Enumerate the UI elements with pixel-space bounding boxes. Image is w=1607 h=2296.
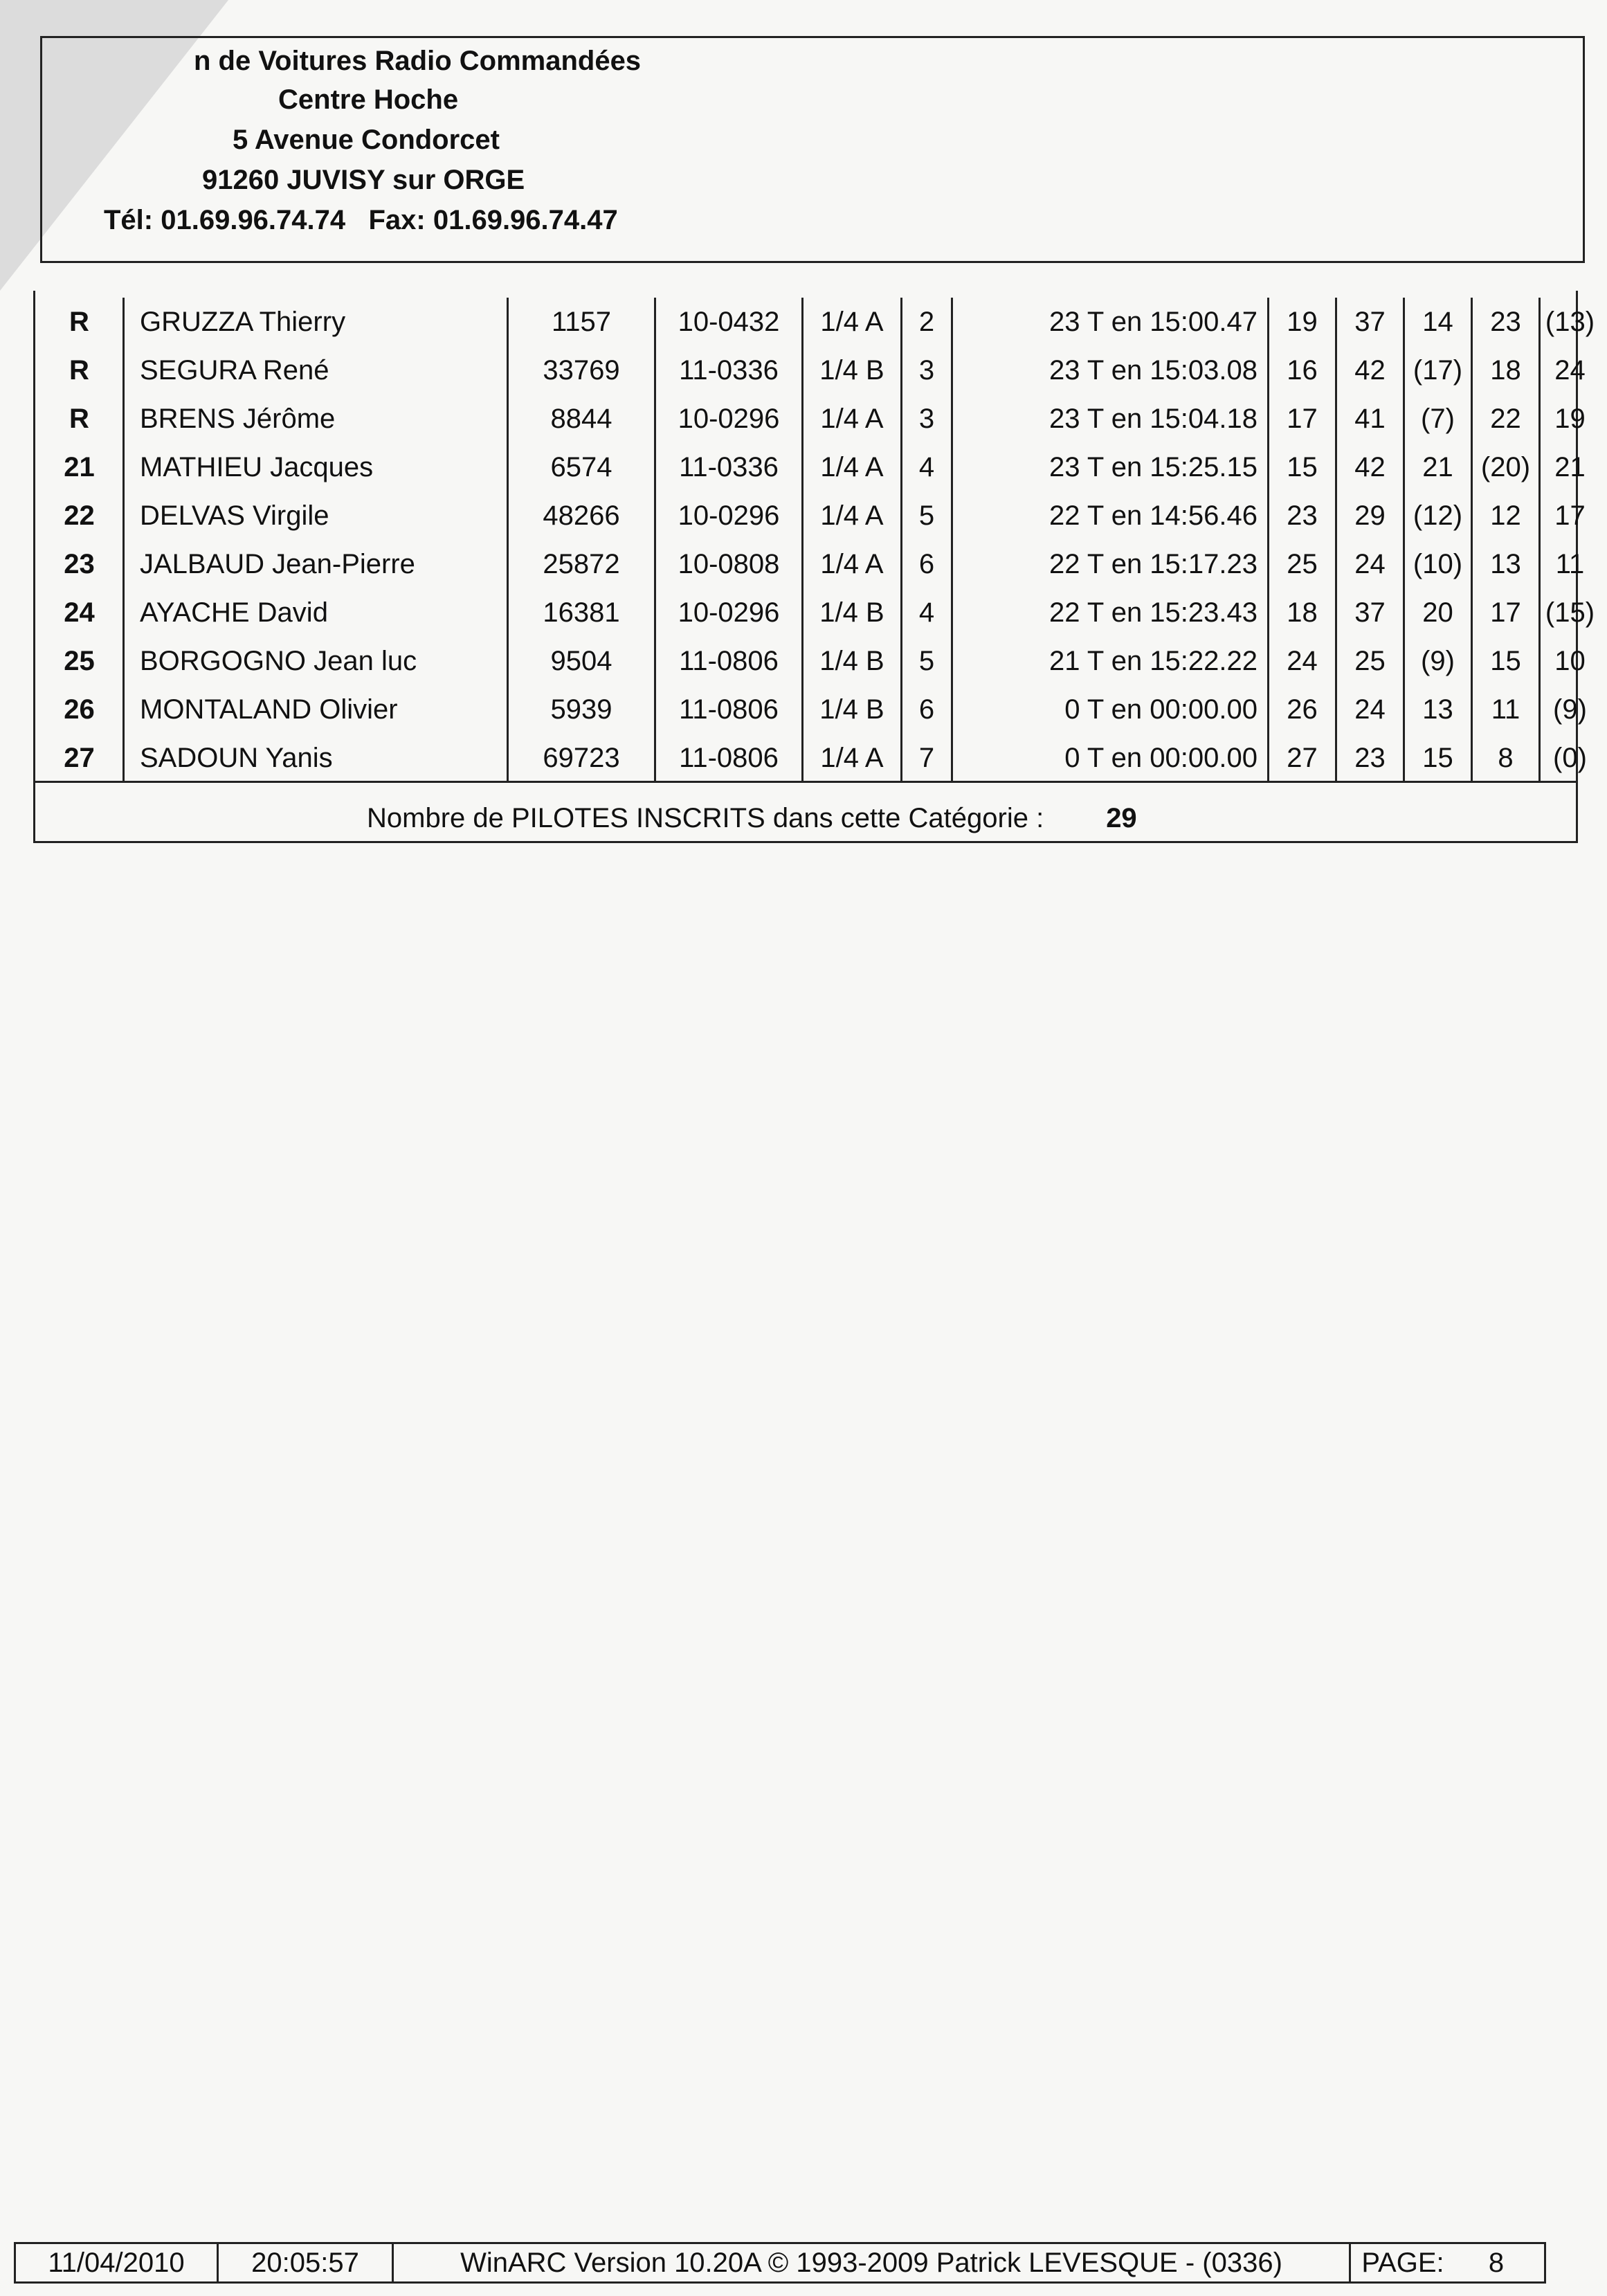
club-venue: Centre Hoche <box>278 84 459 115</box>
licence-cell: 16381 <box>508 588 655 637</box>
licence-cell: 6574 <box>508 443 655 491</box>
group-cell: 1/4 A <box>803 491 902 540</box>
result-cell: 23 T en 15:04.18 <box>952 395 1269 443</box>
pilot-name-cell: SADOUN Yanis <box>124 734 508 782</box>
manche-1-cell: 23 <box>1269 491 1336 540</box>
licence-cell: 5939 <box>508 685 655 734</box>
footer-software: WinARC Version 10.20A © 1993-2009 Patrick LEVESQUE - (0336) <box>394 2244 1351 2281</box>
licence-cell: 69723 <box>508 734 655 782</box>
manche-2-cell: 25 <box>1336 637 1404 685</box>
table-row <box>36 346 1599 395</box>
club-contact: Tél: 01.69.96.74.74 Fax: 01.69.96.74.47 <box>104 205 618 235</box>
rank-cell: R <box>36 298 124 346</box>
manche-3-cell: 20 <box>1404 588 1472 637</box>
rank-cell: 24 <box>36 588 124 637</box>
result-cell: 23 T en 15:00.47 <box>952 298 1269 346</box>
position-cell: 3 <box>902 346 952 395</box>
manche-3-cell: (10) <box>1404 540 1472 588</box>
pilot-name-cell: JALBAUD Jean-Pierre <box>124 540 508 588</box>
rank-cell: 23 <box>36 540 124 588</box>
manche-5-cell: (9) <box>1553 694 1587 725</box>
result-cell: 0 T en 00:00.00 <box>952 734 1269 782</box>
result-cell: 22 T en 14:56.46 <box>952 491 1269 540</box>
manche-5-cell: 21 <box>1554 451 1586 482</box>
manche-1-cell: 27 <box>1269 734 1336 782</box>
pilot-name-cell: AYACHE David <box>124 588 508 637</box>
pilot-name-cell: GRUZZA Thierry <box>124 298 508 346</box>
manche-1-cell: 19 <box>1269 298 1336 346</box>
group-cell: 1/4 B <box>803 346 902 395</box>
manche-3-cell: 14 <box>1404 298 1472 346</box>
manche-1-cell: 18 <box>1269 588 1336 637</box>
manche-3-cell: 21 <box>1404 443 1472 491</box>
club-cell: 11-0806 <box>655 734 803 782</box>
manche-5-cell: 19 <box>1554 403 1586 434</box>
position-cell: 5 <box>902 637 952 685</box>
manche-2-cell: 37 <box>1336 588 1404 637</box>
manche-5-cell: 10 <box>1554 645 1586 676</box>
club-city: 91260 JUVISY sur ORGE <box>202 165 525 195</box>
result-cell: 0 T en 00:00.00 <box>952 685 1269 734</box>
club-cell: 10-0296 <box>655 491 803 540</box>
result-cell: 22 T en 15:17.23 <box>952 540 1269 588</box>
club-cell: 10-0296 <box>655 395 803 443</box>
manche-4-cell: 12 <box>1472 491 1540 540</box>
position-cell: 2 <box>902 298 952 346</box>
table-row <box>36 637 1599 685</box>
rank-cell: 26 <box>36 685 124 734</box>
group-cell: 1/4 B <box>803 685 902 734</box>
manche-3-cell: (12) <box>1404 491 1472 540</box>
footer-time: 20:05:57 <box>219 2244 394 2281</box>
manche-2-cell: 42 <box>1336 443 1404 491</box>
manche-5-cell: (15) <box>1545 597 1595 628</box>
group-cell: 1/4 A <box>803 395 902 443</box>
manche-3-cell: 13 <box>1404 685 1472 734</box>
pilot-name-cell: BORGOGNO Jean luc <box>124 637 508 685</box>
footer-page-number: 8 <box>1488 2248 1505 2278</box>
position-cell: 6 <box>902 685 952 734</box>
footer-page-label: PAGE: <box>1361 2248 1444 2278</box>
manche-4-cell: 8 <box>1472 734 1540 782</box>
manche-2-cell: 29 <box>1336 491 1404 540</box>
pilot-name-cell: SEGURA René <box>124 346 508 395</box>
manche-1-cell: 25 <box>1269 540 1336 588</box>
manche-5-cell: (0) <box>1553 742 1587 773</box>
licence-cell: 33769 <box>508 346 655 395</box>
table-row <box>36 685 1599 734</box>
table-row <box>36 734 1599 782</box>
rank-cell: R <box>36 395 124 443</box>
licence-cell: 8844 <box>508 395 655 443</box>
pilot-name-cell: DELVAS Virgile <box>124 491 508 540</box>
manche-2-cell: 24 <box>1336 540 1404 588</box>
licence-cell: 1157 <box>508 298 655 346</box>
position-cell: 4 <box>902 588 952 637</box>
result-cell: 23 T en 15:25.15 <box>952 443 1269 491</box>
pilot-name-cell: MATHIEU Jacques <box>124 443 508 491</box>
table-row <box>36 540 1599 588</box>
summary-divider <box>33 781 1578 783</box>
footer-date: 11/04/2010 <box>16 2244 219 2281</box>
licence-cell: 9504 <box>508 637 655 685</box>
manche-2-cell: 42 <box>1336 346 1404 395</box>
results-table <box>36 298 1599 782</box>
manche-3-cell: (9) <box>1404 637 1472 685</box>
manche-4-cell: 15 <box>1472 637 1540 685</box>
manche-5-cell: 17 <box>1554 500 1586 531</box>
club-cell: 10-0808 <box>655 540 803 588</box>
position-cell: 4 <box>902 443 952 491</box>
manche-3-cell: (17) <box>1404 346 1472 395</box>
group-cell: 1/4 A <box>803 734 902 782</box>
pilot-name-cell: BRENS Jérôme <box>124 395 508 443</box>
table-row <box>36 443 1599 491</box>
manche-3-cell: 15 <box>1404 734 1472 782</box>
manche-4-cell: 18 <box>1472 346 1540 395</box>
rank-cell: 25 <box>36 637 124 685</box>
club-cell: 11-0336 <box>655 346 803 395</box>
manche-2-cell: 37 <box>1336 298 1404 346</box>
position-cell: 3 <box>902 395 952 443</box>
manche-4-cell: 22 <box>1472 395 1540 443</box>
manche-3-cell: (7) <box>1404 395 1472 443</box>
manche-4-cell: 17 <box>1472 588 1540 637</box>
pilot-name-cell: MONTALAND Olivier <box>124 685 508 734</box>
table-row <box>36 588 1599 637</box>
manche-5-cell: 24 <box>1554 354 1586 386</box>
position-cell: 5 <box>902 491 952 540</box>
manche-2-cell: 41 <box>1336 395 1404 443</box>
position-cell: 7 <box>902 734 952 782</box>
manche-4-cell: (20) <box>1472 443 1540 491</box>
manche-5-cell: 11 <box>1555 548 1585 579</box>
manche-4-cell: 13 <box>1472 540 1540 588</box>
result-cell: 22 T en 15:23.43 <box>952 588 1269 637</box>
table-row <box>36 395 1599 443</box>
club-cell: 10-0296 <box>655 588 803 637</box>
club-street: 5 Avenue Condorcet <box>233 125 500 155</box>
manche-1-cell: 16 <box>1269 346 1336 395</box>
group-cell: 1/4 A <box>803 443 902 491</box>
position-cell: 6 <box>902 540 952 588</box>
group-cell: 1/4 B <box>803 588 902 637</box>
result-cell: 23 T en 15:03.08 <box>952 346 1269 395</box>
manche-2-cell: 23 <box>1336 734 1404 782</box>
table-row <box>36 491 1599 540</box>
manche-2-cell: 24 <box>1336 685 1404 734</box>
rank-cell: 22 <box>36 491 124 540</box>
manche-1-cell: 17 <box>1269 395 1336 443</box>
rank-cell: 27 <box>36 734 124 782</box>
club-cell: 11-0336 <box>655 443 803 491</box>
group-cell: 1/4 A <box>803 298 902 346</box>
registered-count: 29 <box>1106 803 1137 833</box>
result-cell: 21 T en 15:22.22 <box>952 637 1269 685</box>
registered-label: Nombre de PILOTES INSCRITS dans cette Catégorie : <box>367 803 1044 833</box>
page-footer <box>14 2242 1546 2284</box>
club-cell: 10-0432 <box>655 298 803 346</box>
club-cell: 11-0806 <box>655 685 803 734</box>
manche-4-cell: 11 <box>1472 685 1540 734</box>
rank-cell: 21 <box>36 443 124 491</box>
licence-cell: 25872 <box>508 540 655 588</box>
group-cell: 1/4 A <box>803 540 902 588</box>
licence-cell: 48266 <box>508 491 655 540</box>
manche-4-cell: 23 <box>1472 298 1540 346</box>
club-name: n de Voitures Radio Commandées <box>194 46 642 76</box>
manche-5-cell: (13) <box>1545 306 1595 337</box>
registered-summary <box>367 803 1137 834</box>
table-row <box>36 298 1599 346</box>
manche-1-cell: 26 <box>1269 685 1336 734</box>
manche-1-cell: 15 <box>1269 443 1336 491</box>
manche-1-cell: 24 <box>1269 637 1336 685</box>
rank-cell: R <box>36 346 124 395</box>
group-cell: 1/4 B <box>803 637 902 685</box>
club-cell: 11-0806 <box>655 637 803 685</box>
